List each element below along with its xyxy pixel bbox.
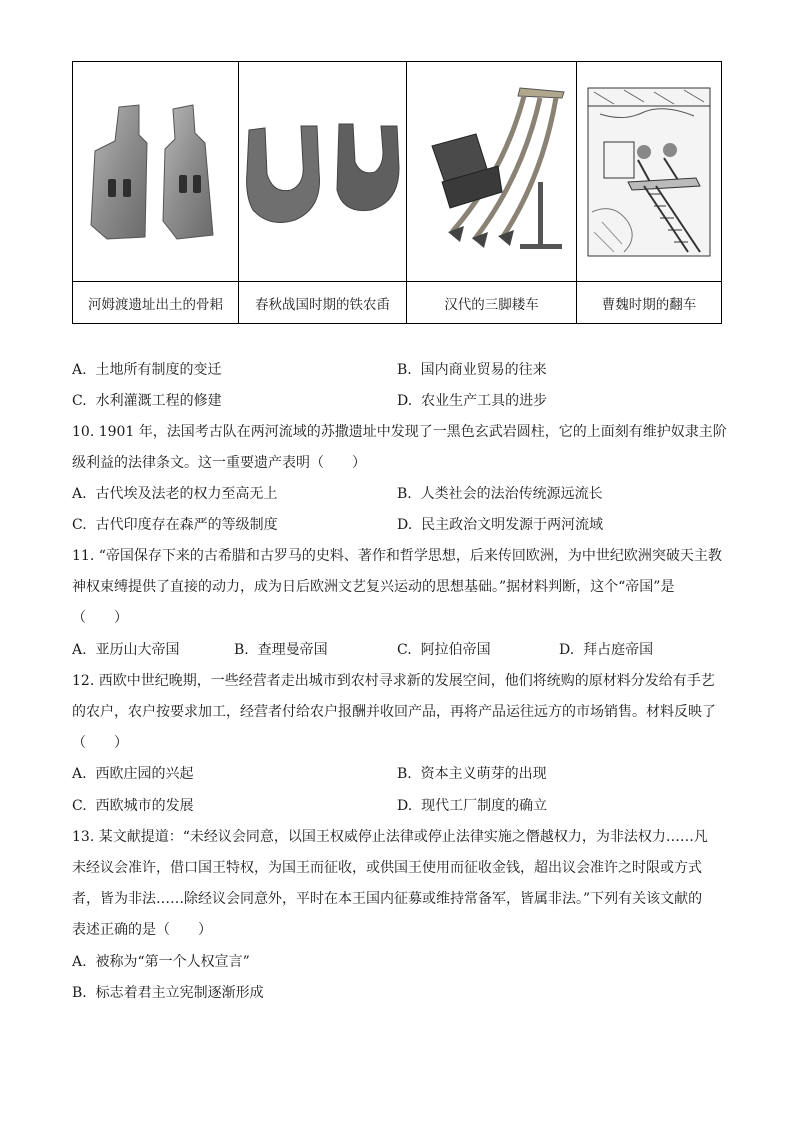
bone-spade-illustration bbox=[81, 97, 231, 247]
q13-stem-line1: 13. 某文献提道：“未经议会同意，以国王权威停止法律或停止法律实施之僭越权力，为非法权力……凡 bbox=[72, 829, 708, 845]
iron-hoe-illustration bbox=[243, 112, 403, 232]
caption-water-wheel: 曹魏时期的翻车 bbox=[577, 282, 722, 324]
q13-option-a: A. 被称为“第一个人权宣言” bbox=[72, 954, 250, 970]
q12-stem-line3: （ ） bbox=[72, 735, 128, 751]
image-cell-iron-hoe bbox=[239, 62, 407, 282]
q10-stem-line1: 10. 1901 年，法国考古队在两河流域的苏撒遗址中发现了一黑色玄武岩圆柱，它的上面刻有维护奴隶主阶 bbox=[72, 424, 727, 440]
q11-option-b: B. 查理曼帝国 bbox=[234, 642, 328, 658]
q9-option-b: B. 国内商业贸易的往来 bbox=[397, 362, 547, 378]
q13-stem-line3: 者，皆为非法……除经议会同意外，平时在本王国内征募或维持常备军，皆属非法。”下列有关该文献的 bbox=[72, 891, 703, 907]
q9-option-d: D. 农业生产工具的进步 bbox=[397, 393, 548, 409]
q10-option-d: D. 民主政治文明发源于两河流域 bbox=[397, 517, 604, 533]
q12-option-d: D. 现代工厂制度的确立 bbox=[397, 798, 548, 814]
caption-seed-drill: 汉代的三脚耧车 bbox=[407, 282, 577, 324]
image-cell-water-wheel bbox=[577, 62, 722, 282]
q12-option-a: A. 西欧庄园的兴起 bbox=[72, 766, 194, 782]
q9-option-c: C. 水利灌溉工程的修建 bbox=[72, 393, 222, 409]
caption-bone-spade: 河姆渡遗址出土的骨耜 bbox=[73, 282, 239, 324]
image-table bbox=[72, 61, 722, 324]
q10-stem-line2: 级利益的法律条文。这一重要遗产表明（ ） bbox=[72, 455, 366, 471]
q11-stem-line1: 11. “帝国保存下来的古希腊和古罗马的史料、著作和哲学思想，后来传回欧洲，为中世纪欧洲突破天主教 bbox=[72, 548, 722, 564]
q12-option-c: C. 西欧城市的发展 bbox=[72, 798, 194, 814]
q11-option-d: D. 拜占庭帝国 bbox=[559, 642, 654, 658]
q11-stem-line2: 神权束缚提供了直接的动力，成为日后欧洲文艺复兴运动的思想基础。”据材料判断，这个“帝国”是 bbox=[72, 579, 675, 595]
q12-stem-line2: 的农户，农户按要求加工，经营者付给农户报酬并收回产品，再将产品运往远方的市场销售。材料反映了 bbox=[72, 704, 716, 720]
q11-option-c: C. 阿拉伯帝国 bbox=[397, 642, 491, 658]
caption-iron-hoe: 春秋战国时期的铁农臿 bbox=[239, 282, 407, 324]
image-cell-bone-spade bbox=[73, 62, 239, 282]
q11-option-a: A. 亚历山大帝国 bbox=[72, 642, 180, 658]
q11-stem-line3: （ ） bbox=[72, 610, 128, 626]
seed-drill-illustration bbox=[412, 82, 572, 262]
q10-option-a: A. 古代埃及法老的权力至高无上 bbox=[72, 486, 278, 502]
q9-option-a: A. 土地所有制度的变迁 bbox=[72, 362, 222, 378]
q13-stem-line2: 未经议会准许，借口国王特权，为国王而征收，或供国王使用而征收金钱，超出议会准许之时限或方式 bbox=[72, 860, 702, 876]
image-cell-seed-drill bbox=[407, 62, 577, 282]
water-wheel-illustration bbox=[584, 82, 714, 262]
q13-option-b: B. 标志着君主立宪制逐渐形成 bbox=[72, 985, 264, 1001]
q12-option-b: B. 资本主义萌芽的出现 bbox=[397, 766, 547, 782]
q10-option-c: C. 古代印度存在森严的等级制度 bbox=[72, 517, 278, 533]
q10-option-b: B. 人类社会的法治传统源远流长 bbox=[397, 486, 603, 502]
q12-stem-line1: 12. 西欧中世纪晚期，一些经营者走出城市到农村寻求新的发展空间，他们将统购的原材料分发给有手艺 bbox=[72, 673, 715, 689]
q13-stem-line4: 表述正确的是（ ） bbox=[72, 922, 212, 938]
